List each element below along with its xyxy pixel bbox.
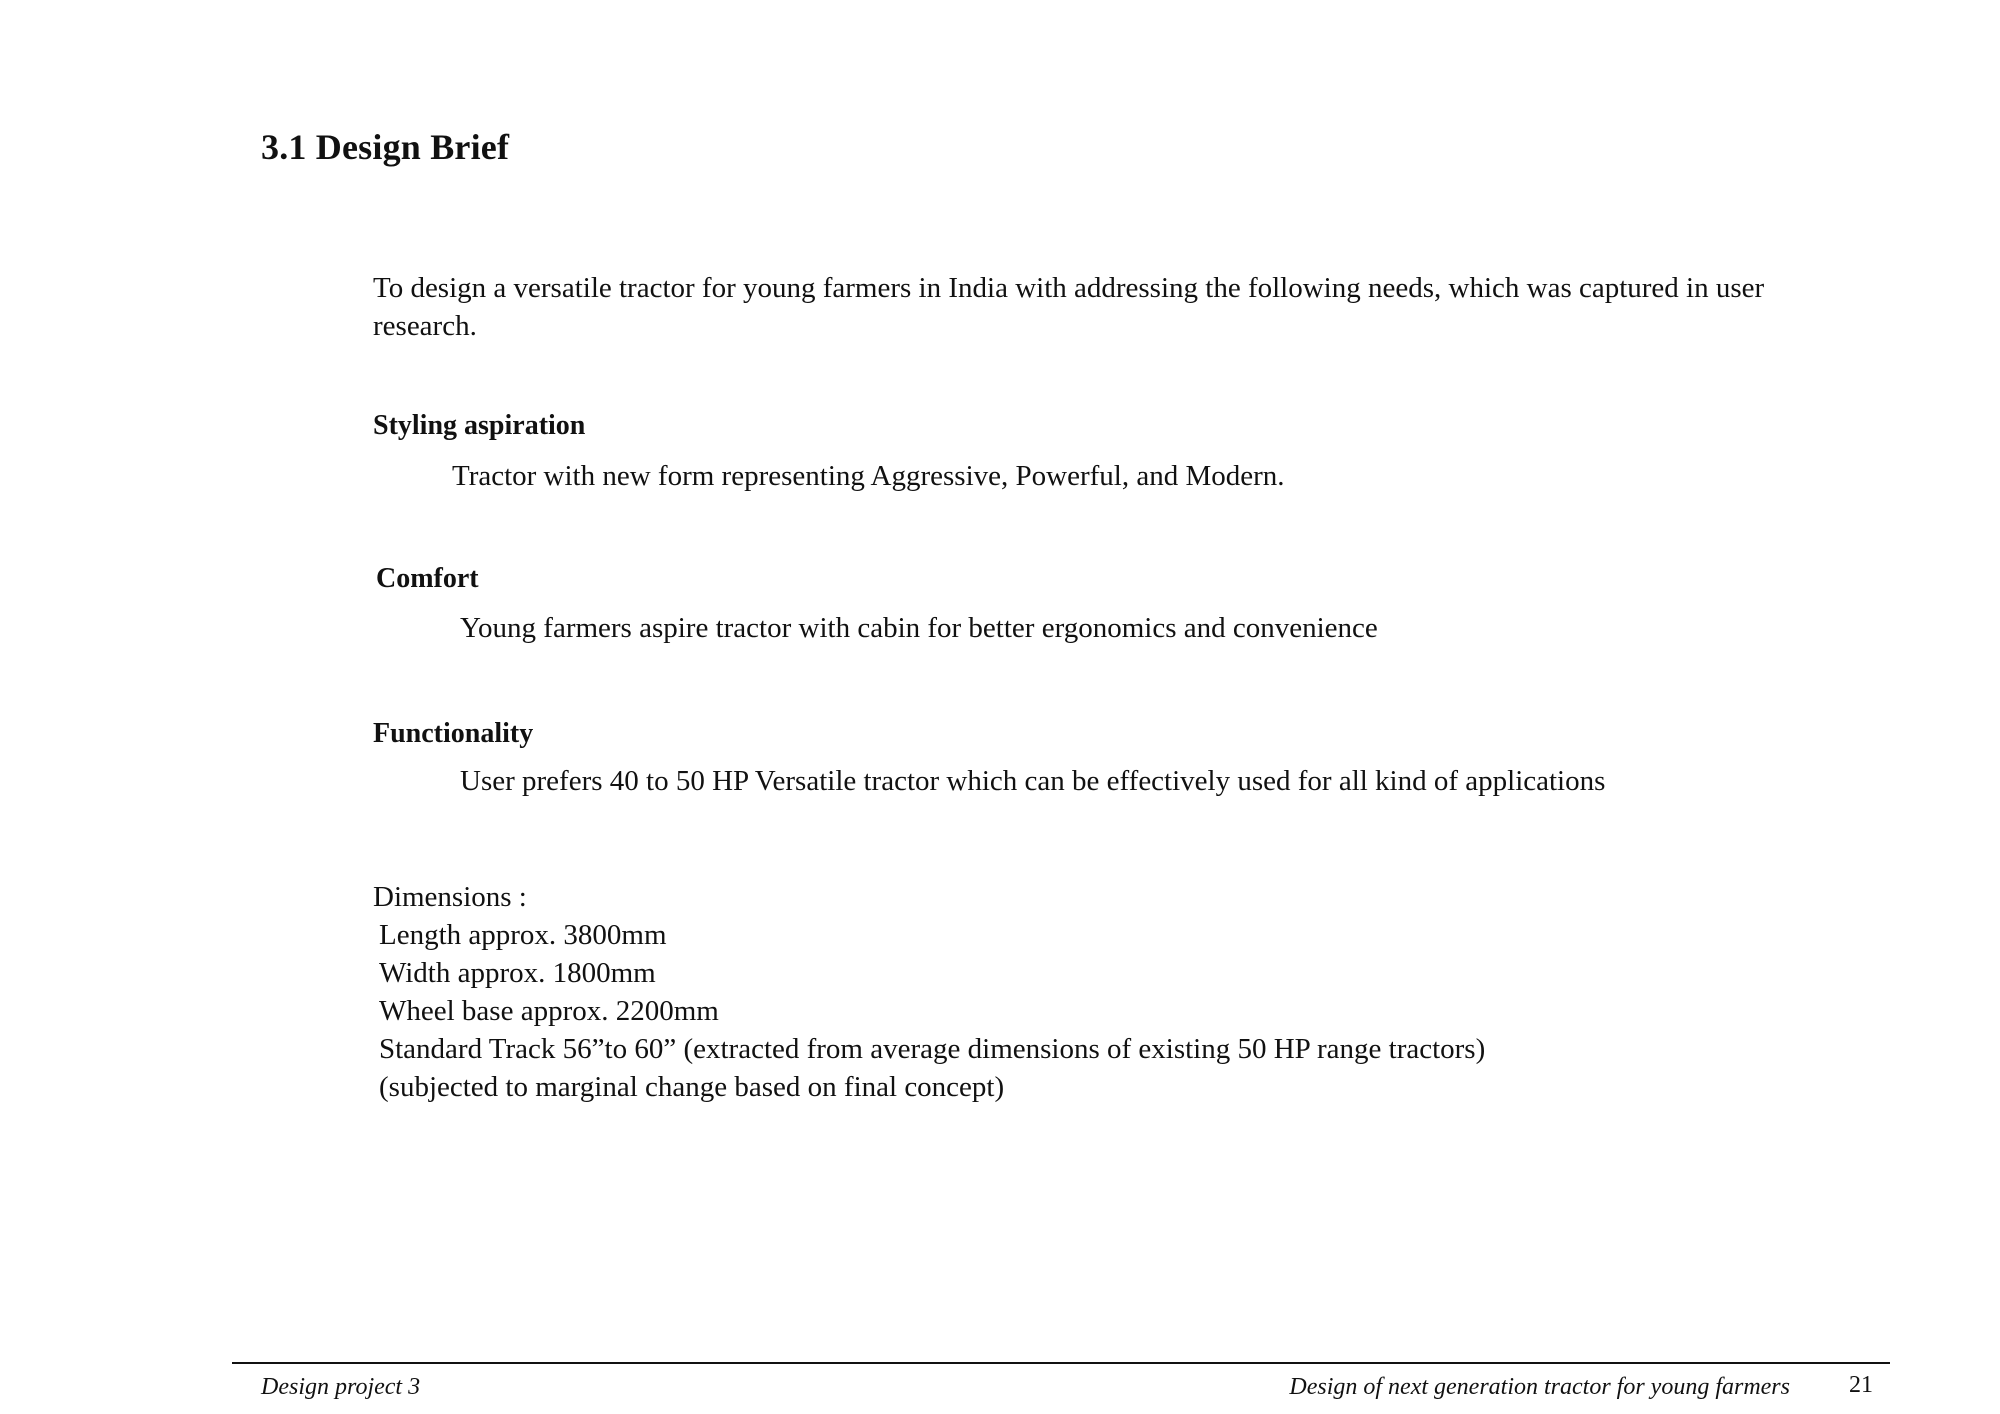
functionality-heading: Functionality [373, 718, 534, 749]
dimensions-block [373, 878, 1485, 1106]
dimension-length: Length approx. 3800mm [379, 919, 667, 951]
footer-project-label: Design project 3 [261, 1374, 421, 1400]
footer-divider [232, 1362, 1890, 1364]
functionality-text: User prefers 40 to 50 HP Versatile tractor which can be effectively used for all kind of applications [460, 765, 1606, 797]
dimensions-label: Dimensions : [373, 881, 527, 913]
comfort-heading: Comfort [376, 563, 479, 594]
styling-aspiration-heading: Styling aspiration [373, 410, 586, 441]
comfort-text: Young farmers aspire tractor with cabin for better ergonomics and convenience [460, 612, 1378, 644]
intro-paragraph: To design a versatile tractor for young farmers in India with addressing the following needs, which was captured in user research. [373, 272, 1765, 342]
styling-aspiration-text: Tractor with new form representing Aggressive, Powerful, and Modern. [452, 460, 1285, 492]
dimension-track: Standard Track 56”to 60” (extracted from average dimensions of existing 50 HP range tractors) [379, 1033, 1486, 1065]
footer-document-title: Design of next generation tractor for young farmers [1289, 1374, 1790, 1400]
dimension-note: (subjected to marginal change based on final concept) [379, 1071, 1005, 1103]
dimension-wheel-base: Wheel base approx. 2200mm [379, 995, 719, 1027]
dimension-width: Width approx. 1800mm [379, 957, 656, 989]
page-number: 21 [1849, 1372, 1873, 1398]
page-title: 3.1 Design Brief [261, 127, 510, 167]
